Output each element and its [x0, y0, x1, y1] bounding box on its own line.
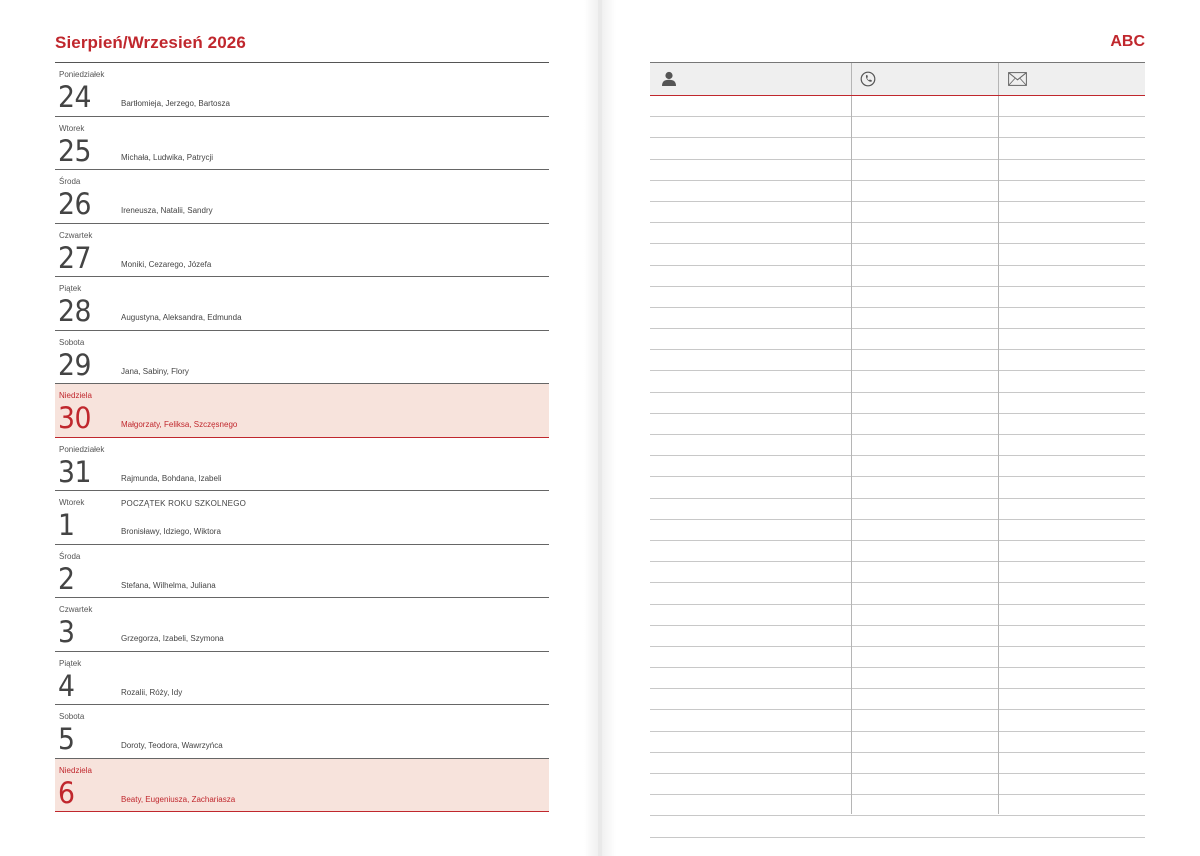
- contact-line[interactable]: [650, 456, 1145, 477]
- contact-line[interactable]: [650, 308, 1145, 329]
- day-row: [55, 224, 549, 278]
- day-number: 5: [58, 722, 75, 756]
- day-row: [55, 117, 549, 171]
- contact-line[interactable]: [650, 477, 1145, 498]
- holiday-label: POCZĄTEK ROKU SZKOLNEGO: [121, 499, 247, 508]
- day-number: 31: [58, 454, 92, 489]
- weekday-label: Niedziela: [59, 765, 92, 775]
- contact-line[interactable]: [650, 371, 1145, 392]
- contact-line[interactable]: [650, 689, 1145, 710]
- day-row: [55, 438, 549, 492]
- month-title: Sierpień/Wrzesień 2026: [55, 33, 246, 52]
- contact-line[interactable]: [650, 160, 1145, 181]
- day-number: 26: [58, 187, 92, 221]
- contact-line[interactable]: [650, 710, 1145, 731]
- right-page: [602, 0, 1200, 856]
- weekday-label: Piątek: [59, 284, 82, 293]
- envelope-icon: [1008, 63, 1027, 95]
- contact-line[interactable]: [650, 138, 1145, 159]
- contact-line[interactable]: [650, 414, 1145, 435]
- weekday-label: Piątek: [59, 658, 82, 668]
- day-row: [55, 759, 549, 813]
- contact-line[interactable]: [650, 562, 1145, 583]
- day-number: 30: [58, 401, 92, 435]
- contact-line[interactable]: [650, 774, 1145, 795]
- name-days: Bartłomieja, Jerzego, Bartosza: [121, 99, 230, 108]
- contact-line[interactable]: [650, 647, 1145, 668]
- contact-line[interactable]: [650, 605, 1145, 626]
- name-days: Doroty, Teodora, Wawrzyńca: [121, 741, 223, 750]
- person-icon: [661, 63, 677, 95]
- weekday-label: Wtorek: [59, 123, 85, 133]
- name-days: Michała, Ludwika, Patrycji: [121, 152, 214, 162]
- weekday-label: Sobota: [59, 712, 85, 721]
- contact-line[interactable]: [650, 350, 1145, 371]
- day-row: [55, 384, 549, 438]
- day-row: [55, 170, 549, 224]
- day-row: [55, 63, 549, 117]
- name-days: Jana, Sabiny, Flory: [121, 366, 189, 376]
- weekday-label: Czwartek: [59, 230, 93, 240]
- name-days: Ireneusza, Natalii, Sandry: [121, 206, 213, 215]
- contact-line[interactable]: [650, 753, 1145, 774]
- weekday-label: Poniedziałek: [59, 444, 105, 454]
- day-number: 25: [58, 133, 92, 168]
- weekday-label: Sobota: [59, 337, 85, 347]
- contact-line[interactable]: [650, 202, 1145, 223]
- day-row: [55, 491, 549, 545]
- contact-line[interactable]: [650, 732, 1145, 753]
- day-number: 2: [58, 561, 75, 596]
- name-days: Rozalii, Róży, Idy: [121, 687, 183, 697]
- left-page: [0, 0, 598, 856]
- contact-line[interactable]: [650, 117, 1145, 138]
- name-days: Grzegorza, Izabeli, Szymona: [121, 634, 224, 643]
- name-days: Beaty, Eugeniusza, Zachariasza: [121, 794, 236, 804]
- contact-line[interactable]: [650, 795, 1145, 816]
- day-number: 24: [58, 80, 92, 114]
- gutter-shadow: [602, 0, 616, 856]
- contact-line[interactable]: [650, 520, 1145, 541]
- contact-line[interactable]: [650, 329, 1145, 350]
- contact-line[interactable]: [650, 393, 1145, 414]
- contact-lines: [650, 96, 1145, 838]
- name-days: Augustyna, Aleksandra, Edmunda: [121, 313, 242, 322]
- contact-line[interactable]: [650, 499, 1145, 520]
- contact-line[interactable]: [650, 96, 1145, 117]
- day-number: 29: [58, 347, 92, 382]
- contact-line[interactable]: [650, 583, 1145, 604]
- gutter-shadow: [584, 0, 598, 856]
- contact-line[interactable]: [650, 668, 1145, 689]
- weekday-label: Czwartek: [59, 605, 93, 614]
- day-row: [55, 331, 549, 385]
- day-row: [55, 598, 549, 652]
- column-divider: [998, 96, 999, 814]
- contact-line[interactable]: [650, 816, 1145, 837]
- contact-table: [650, 62, 1145, 838]
- weekday-label: Niedziela: [59, 391, 92, 400]
- day-row: [55, 705, 549, 759]
- contact-line[interactable]: [650, 244, 1145, 265]
- column-divider: [851, 96, 852, 814]
- day-row: [55, 652, 549, 706]
- contact-line[interactable]: [650, 626, 1145, 647]
- weekday-label: Wtorek: [59, 498, 85, 507]
- contact-table-header: [650, 62, 1145, 96]
- name-days: Moniki, Cezarego, Józefa: [121, 259, 212, 269]
- day-number: 6: [58, 775, 75, 810]
- day-number: 3: [58, 615, 75, 649]
- index-letters: ABC: [1110, 33, 1145, 50]
- day-row: [55, 545, 549, 599]
- day-row: [55, 277, 549, 331]
- day-number: 4: [58, 668, 75, 703]
- contact-line[interactable]: [650, 266, 1145, 287]
- name-days: Rajmunda, Bohdana, Izabeli: [121, 473, 222, 483]
- day-number: 27: [58, 240, 92, 275]
- day-number: 28: [58, 294, 92, 328]
- contact-line[interactable]: [650, 223, 1145, 244]
- weekday-label: Środa: [59, 177, 81, 186]
- contact-line[interactable]: [650, 541, 1145, 562]
- weekday-label: Środa: [59, 551, 81, 561]
- contact-line[interactable]: [650, 287, 1145, 308]
- name-days: Bronisławy, Idziego, Wiktora: [121, 527, 221, 536]
- name-days: Małgorzaty, Feliksa, Szczęsnego: [121, 420, 238, 429]
- column-divider: [998, 63, 999, 95]
- weekday-label: Poniedziałek: [59, 70, 105, 79]
- column-divider: [851, 63, 852, 95]
- phone-icon: [860, 63, 876, 95]
- day-list: [55, 62, 549, 812]
- contact-line[interactable]: [650, 435, 1145, 456]
- name-days: Stefana, Wilhelma, Juliana: [121, 580, 216, 590]
- contact-line[interactable]: [650, 181, 1145, 202]
- day-number: 1: [58, 508, 75, 542]
